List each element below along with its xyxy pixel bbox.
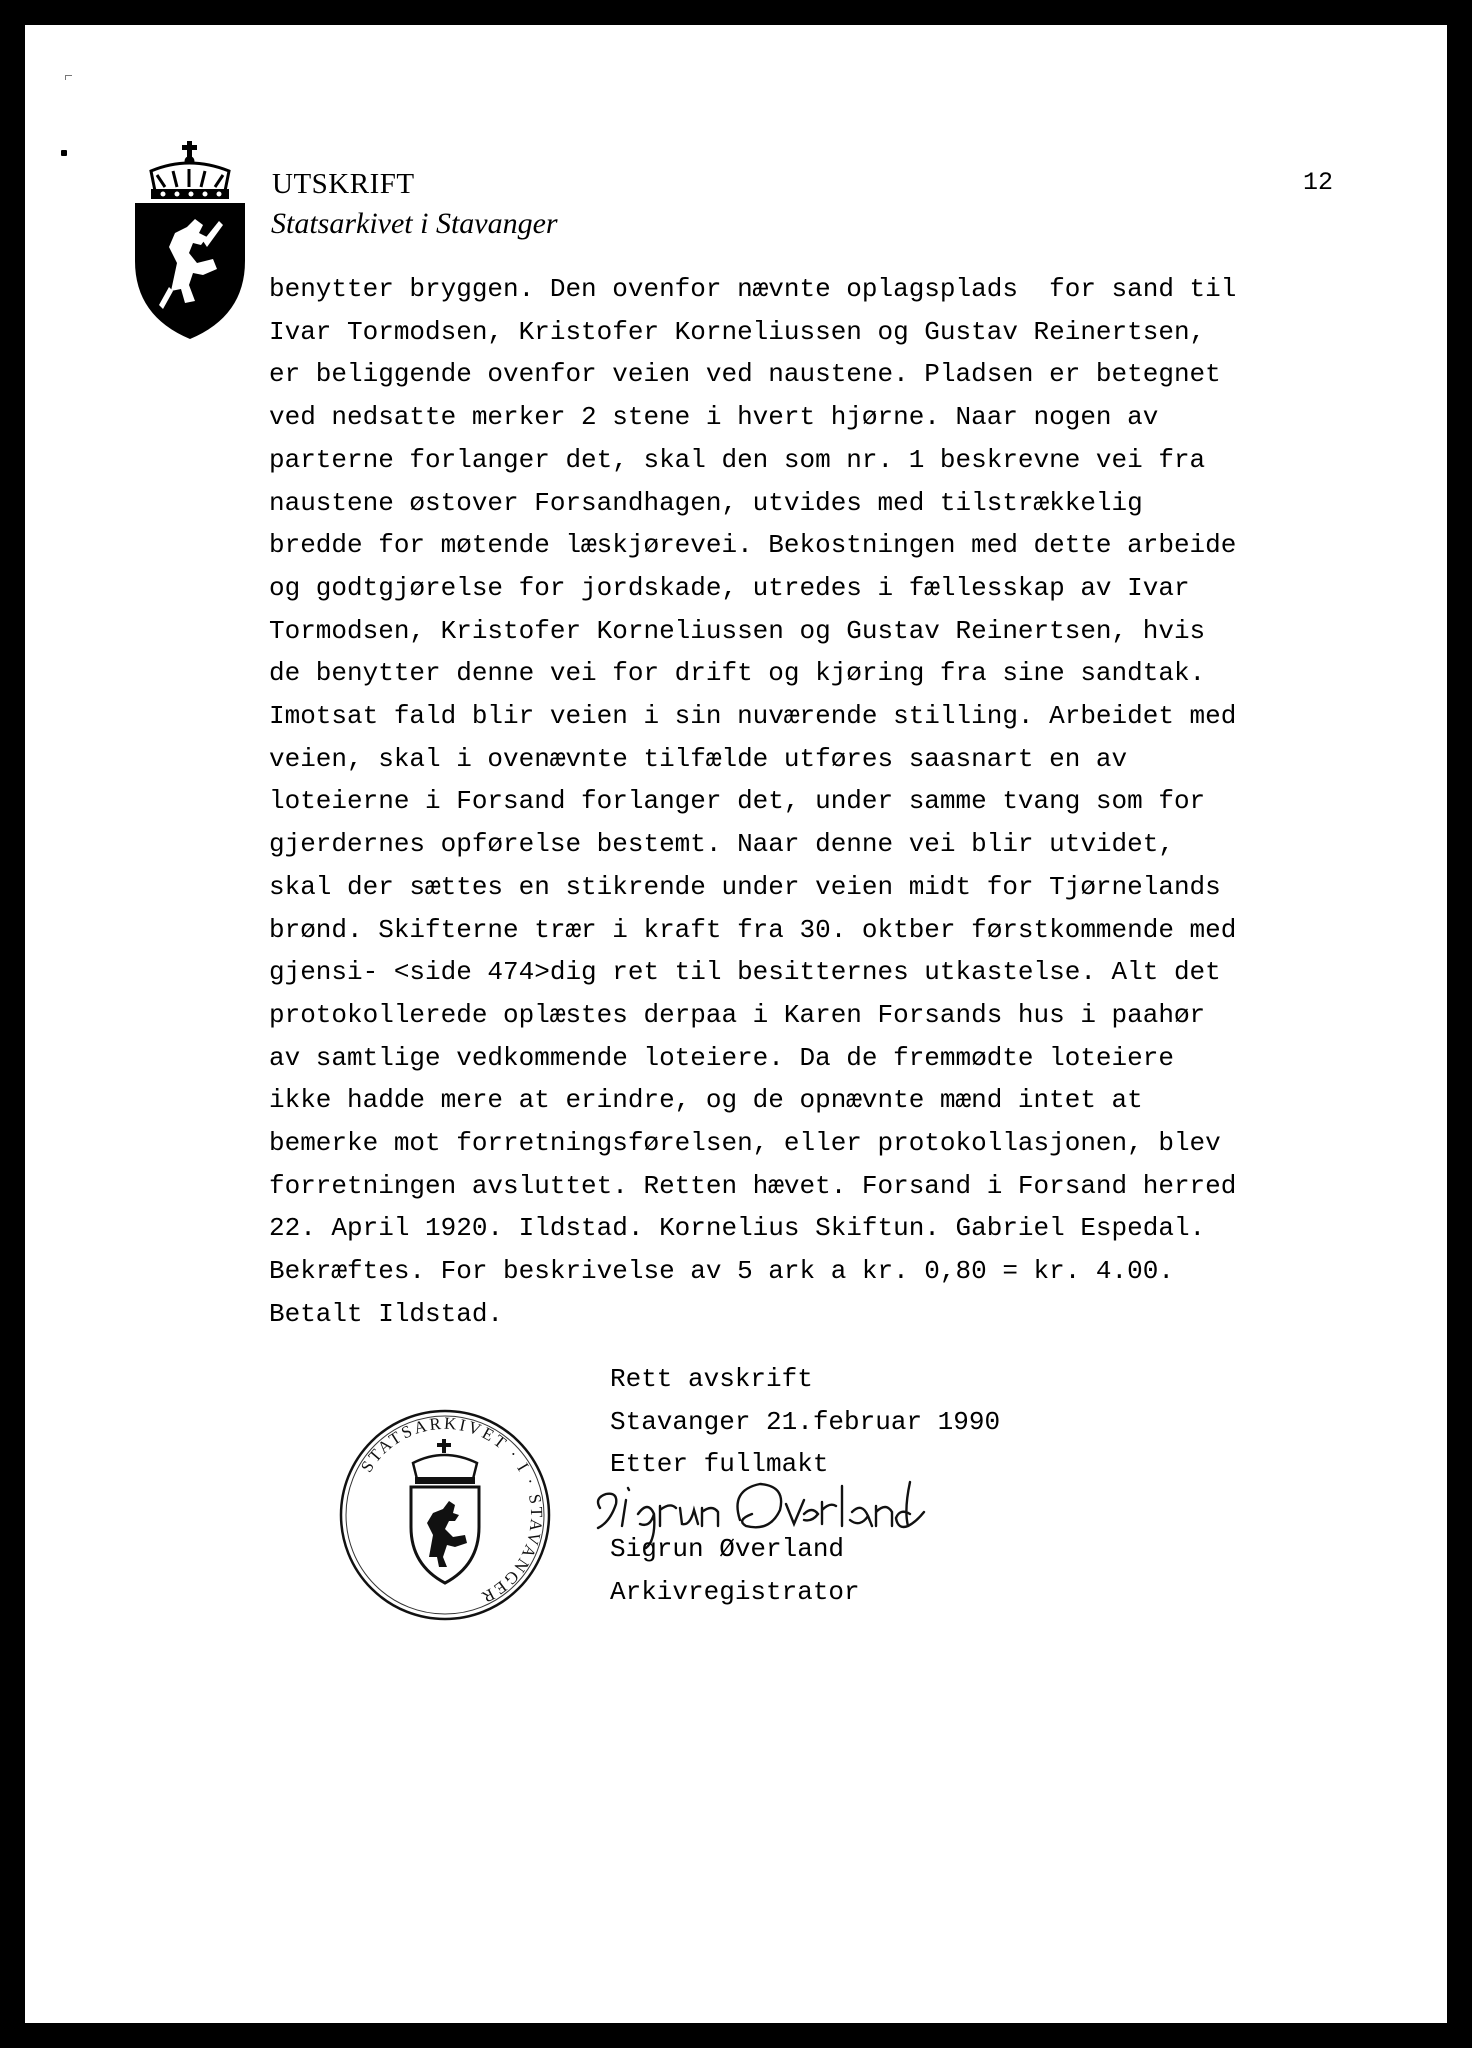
scan-mark — [65, 75, 72, 80]
text-line: gjerdernes opførelse bestemt. Naar denne vei blir utvidet, — [269, 829, 1174, 860]
scan-dot — [61, 150, 67, 156]
text-line: benytter bryggen. Den ovenfor nævnte oplagsplads for sand til — [269, 274, 1237, 304]
seal-text: STATSARKIVET · I · STAVANGER — [356, 1413, 547, 1608]
text-line: og godtgjørelse for jordskade, utredes i fællesskap av Ivar — [269, 572, 1190, 603]
page-number: 12 — [1303, 168, 1334, 197]
text-line: brønd. Skifterne trær i kraft fra 30. oktber førstkommende med — [269, 914, 1237, 945]
text-line: skal der sættes en stikrende under veien midt for Tjørnelands — [269, 871, 1221, 902]
text-line: de benytter denne vei for drift og kjøring fra sine sandtak. — [269, 658, 1206, 689]
cert-signature-space — [610, 1486, 1000, 1529]
text-line: veien, skal i ovenævnte tilfælde utføres saasnart en av — [269, 743, 1128, 774]
document-page — [25, 25, 1447, 2023]
text-line: Tormodsen, Kristofer Korneliussen og Gustav Reinertsen, hvis — [269, 615, 1206, 646]
cert-role: Arkivregistrator — [610, 1576, 860, 1607]
transcript-body — [269, 268, 1369, 1336]
text-line: forretningen avsluttet. Retten hævet. Forsand i Forsand herred — [269, 1170, 1237, 1201]
certification-block — [610, 1358, 1000, 1613]
text-line: loteierne i Forsand forlanger det, under samme tvang som for — [269, 786, 1206, 817]
cert-line: Stavanger 21.februar 1990 — [610, 1406, 1001, 1437]
text-line: 22. April 1920. Ildstad. Kornelius Skiftun. Gabriel Espedal. — [269, 1213, 1206, 1244]
text-line: protokollerede oplæstes derpaa i Karen Forsands hus i paahør — [269, 999, 1206, 1030]
text-line: Betalt Ildstad. — [269, 1298, 504, 1329]
text-line: bemerke mot forretningsførelsen, eller protokollasjonen, blev — [269, 1128, 1221, 1159]
text-line: Bekræftes. For beskrivelse av 5 ark a kr. 0,80 = kr. 4.00. — [269, 1256, 1174, 1287]
text-line: ved nedsatte merker 2 stene i hvert hjørne. Naar nogen av — [269, 402, 1159, 433]
cert-line: Rett avskrift — [610, 1364, 813, 1394]
archive-seal — [337, 1407, 553, 1623]
text-line: er beliggende ovenfor veien ved naustene. Pladsen er betegnet — [269, 359, 1221, 390]
text-line: gjensi- <side 474>dig ret til besitternes utkastelse. Alt det — [269, 957, 1221, 988]
norwegian-coat-of-arms-icon — [133, 141, 247, 341]
text-line: ikke hadde mere at erindre, og de opnævnte mænd intet at — [269, 1085, 1143, 1116]
text-line: naustene østover Forsandhagen, utvides med tilstrækkelig — [269, 487, 1143, 518]
document-header-title: UTSKRIFT — [272, 168, 415, 200]
text-line: bredde for møtende læskjørevei. Bekostningen med dette arbeide — [269, 530, 1237, 561]
document-header-subtitle: Statsarkivet i Stavanger — [271, 207, 558, 240]
cert-line: Etter fullmakt — [610, 1449, 829, 1479]
text-line: av samtlige vedkommende loteiere. Da de fremmødte loteiere — [269, 1042, 1174, 1073]
cert-name: Sigrun Øverland — [610, 1534, 845, 1564]
text-line: Imotsat fald blir veien i sin nuværende stilling. Arbeidet med — [269, 701, 1237, 732]
text-line: Ivar Tormodsen, Kristofer Korneliussen og Gustav Reinertsen, — [269, 316, 1206, 347]
text-line: parterne forlanger det, skal den som nr. 1 beskrevne vei fra — [269, 444, 1206, 475]
